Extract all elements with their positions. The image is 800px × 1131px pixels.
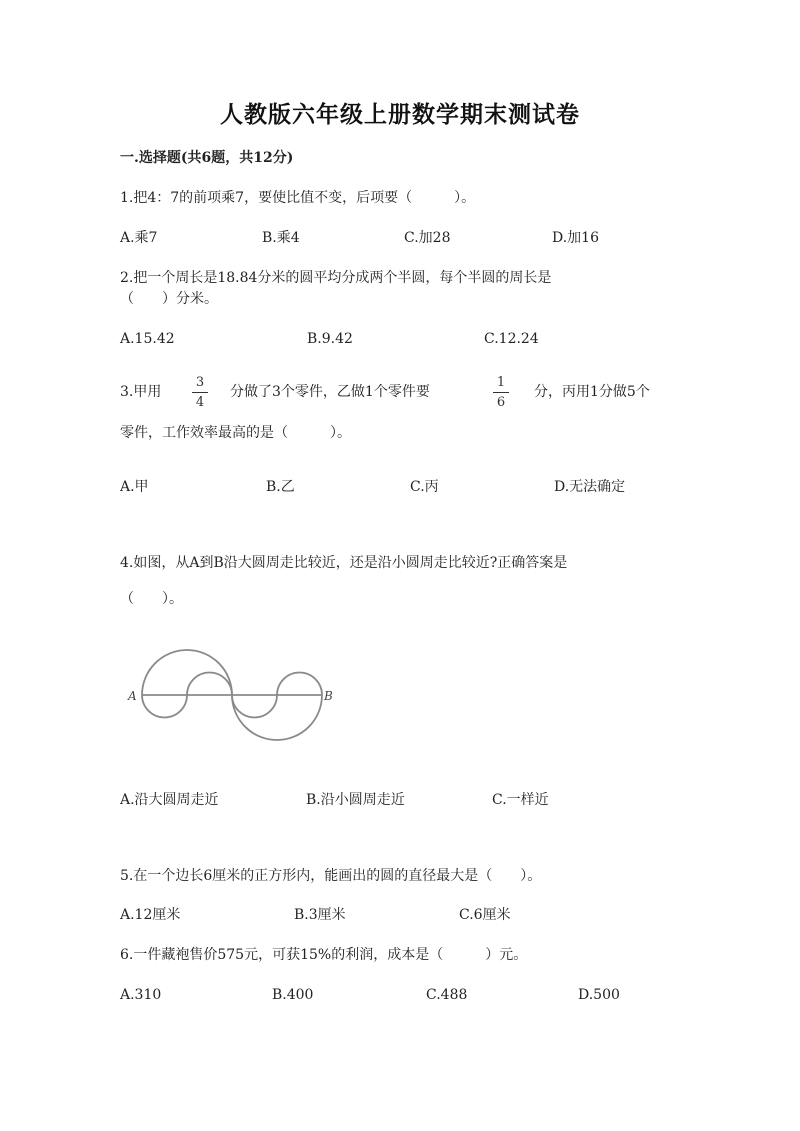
question-4-option-b: B.沿小圆周走近 bbox=[306, 792, 405, 808]
question-1-option-a: A.乘7 bbox=[120, 230, 158, 246]
question-6-option-a: A.310 bbox=[120, 987, 162, 1003]
question-5-option-b: B.3厘米 bbox=[294, 907, 346, 923]
small-arc-4 bbox=[277, 673, 322, 696]
point-a-label: A bbox=[128, 689, 137, 703]
question-2-stem-line2: （ ）分米。 bbox=[120, 291, 218, 307]
large-arc-lower bbox=[232, 695, 322, 740]
fraction-denominator: 4 bbox=[195, 395, 205, 410]
question-6-option-b: B.400 bbox=[272, 987, 314, 1003]
question-3-option-b: B.乙 bbox=[266, 479, 295, 495]
question-3-option-c: C.丙 bbox=[410, 479, 439, 495]
circle-path-figure bbox=[126, 640, 342, 750]
section-heading: 一.选择题(共6题，共12分) bbox=[120, 150, 294, 166]
question-3-option-a: A.甲 bbox=[120, 479, 149, 495]
small-arc-2 bbox=[187, 673, 232, 696]
page-title: 人教版六年级上册数学期末测试卷 bbox=[220, 101, 580, 128]
question-5-stem: 5.在一个边长6厘米的正方形内，能画出的圆的直径最大是（ ）。 bbox=[120, 868, 542, 884]
question-5-option-c: C.6厘米 bbox=[459, 907, 511, 923]
small-arc-1 bbox=[142, 695, 187, 718]
question-3-option-d: D.无法确定 bbox=[554, 479, 626, 495]
question-1-stem: 1.把4：7的前项乘7，要使比值不变，后项要（ ）。 bbox=[120, 190, 476, 206]
question-1-option-b: B.乘4 bbox=[262, 230, 300, 246]
question-6-stem: 6.一件藏袍售价575元，可获15%的利润，成本是（ ）元。 bbox=[120, 947, 528, 963]
fraction-denominator: 6 bbox=[496, 395, 506, 410]
fraction-bar bbox=[493, 392, 509, 393]
fraction-bar bbox=[192, 392, 208, 393]
question-4-option-a: A.沿大圆周走近 bbox=[120, 792, 219, 808]
point-b-label: B bbox=[324, 689, 333, 703]
question-4-stem-line1: 4.如图，从A到B沿大圆周走比较近，还是沿小圆周走比较近?正确答案是 bbox=[120, 555, 568, 571]
question-6-option-d: D.500 bbox=[578, 987, 620, 1003]
small-arc-3 bbox=[232, 695, 277, 718]
question-1-option-d: D.加16 bbox=[552, 230, 599, 246]
fraction-three-quarters bbox=[191, 375, 209, 410]
fraction-one-sixth bbox=[492, 375, 510, 410]
large-arc-upper bbox=[142, 650, 232, 695]
question-2-option-a: A.15.42 bbox=[120, 331, 175, 347]
question-2-option-b: B.9.42 bbox=[307, 331, 353, 347]
question-5-option-a: A.12厘米 bbox=[120, 907, 181, 923]
question-4-stem-line2: （ ）。 bbox=[120, 591, 183, 607]
question-2-option-c: C.12.24 bbox=[484, 331, 539, 347]
question-3-stem-line2: 零件，工作效率最高的是（ ）。 bbox=[120, 425, 351, 441]
question-3-text-part2: 分做了3个零件，乙做1个零件要 bbox=[230, 384, 430, 400]
question-3-text-part3: 分，丙用1分做5个 bbox=[534, 384, 650, 400]
fraction-numerator: 1 bbox=[496, 375, 506, 390]
question-2-stem-line1: 2.把一个周长是18.84分米的圆平均分成两个半圆，每个半圆的周长是 bbox=[120, 270, 552, 286]
question-3-text-part1: 3.甲用 bbox=[120, 384, 162, 400]
question-1-option-c: C.加28 bbox=[404, 230, 451, 246]
question-6-option-c: C.488 bbox=[426, 987, 468, 1003]
question-4-option-c: C.一样近 bbox=[492, 792, 549, 808]
fraction-numerator: 3 bbox=[195, 375, 205, 390]
